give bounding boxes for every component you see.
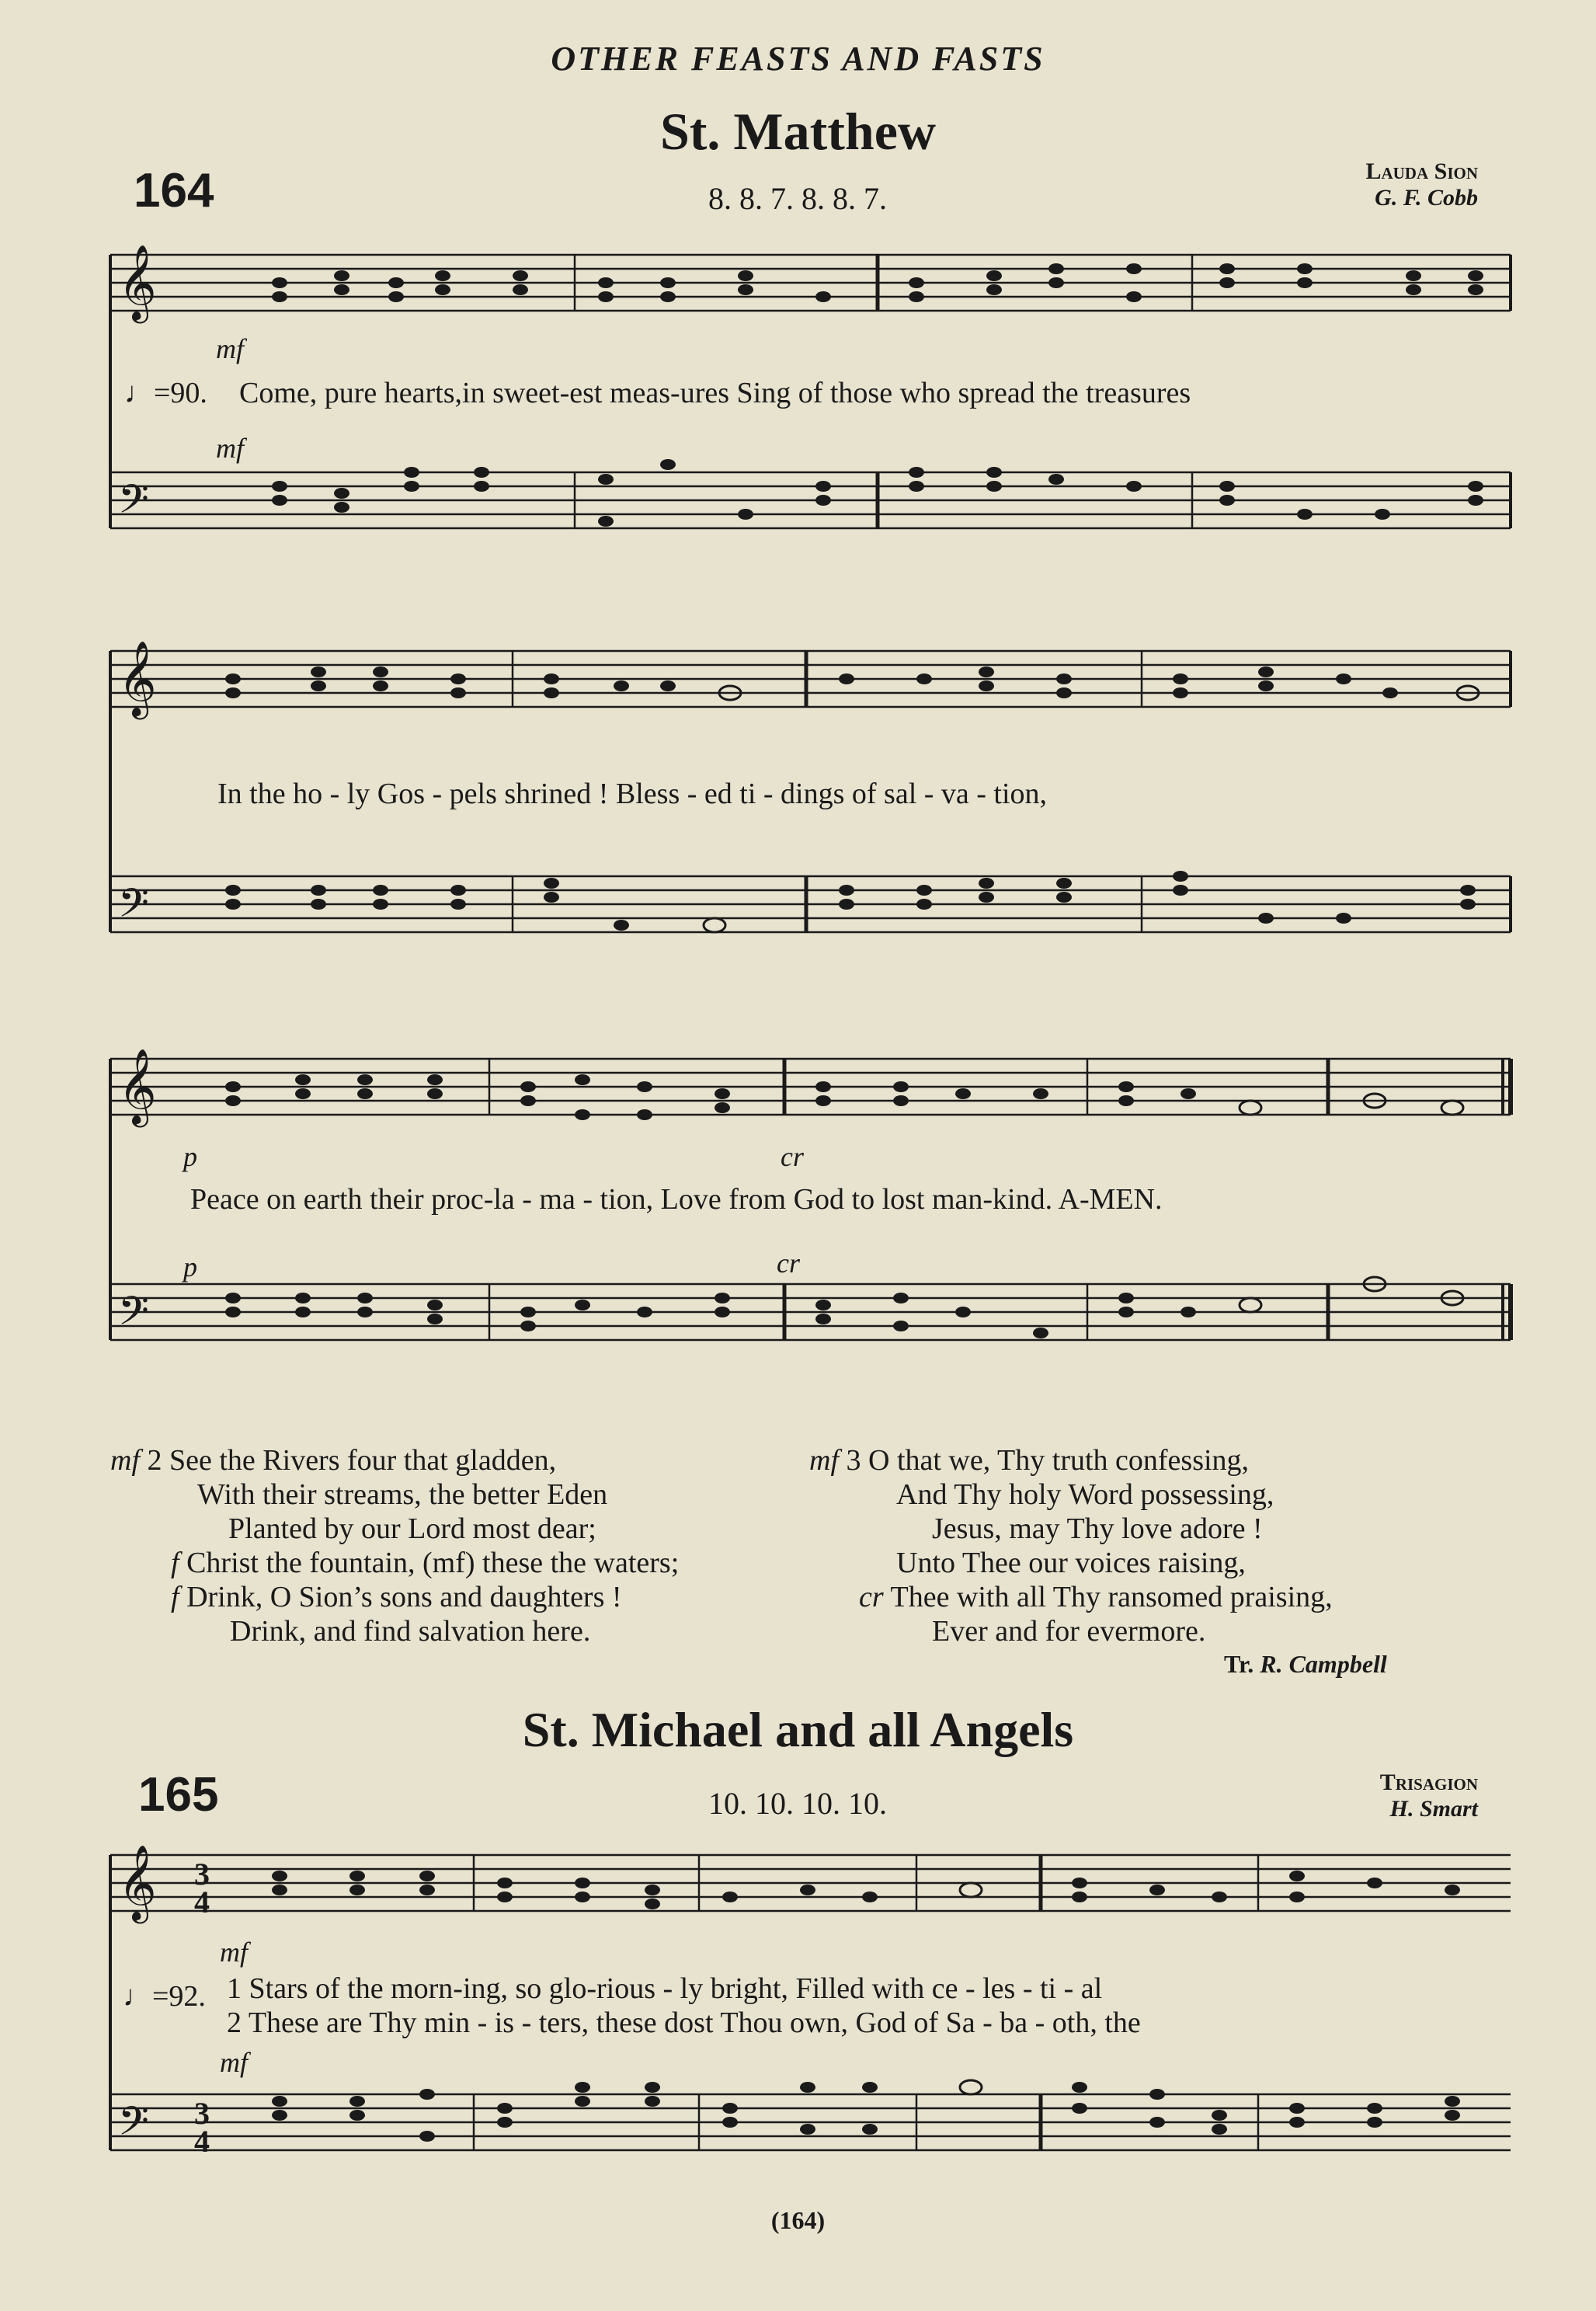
page-number: (164)	[770, 2206, 826, 2234]
svg-text:4: 4	[194, 2124, 210, 2159]
verse-line: With their streams, the better Eden	[197, 1478, 608, 1511]
hymn-164-lyrics-line-2: In the ho - ly Gos - pels shrined ! Bless - ed ti - dings of sal - va - tion,	[217, 778, 1048, 810]
verse-line: And Thy holy Word possessing,	[896, 1478, 1274, 1511]
svg-text:𝄢: 𝄢	[118, 2097, 149, 2154]
hymn-164-translator	[1224, 1650, 1387, 1679]
verse-line: Ever and for evermore.	[932, 1615, 1206, 1648]
hymn-164-verse-3	[809, 1443, 1333, 1648]
hymn-165-tune-info	[1380, 1770, 1478, 1822]
svg-text:𝄞: 𝄞	[118, 1844, 157, 1920]
section-header: OTHER FEASTS AND FASTS	[551, 40, 1045, 78]
translator-prefix: Tr.	[1224, 1650, 1254, 1678]
hymn-164-tune-info	[1365, 158, 1478, 211]
hymn-165-composer: H. Smart	[1389, 1796, 1478, 1822]
hymn-165-dynamic-mf-treble: mf	[220, 1937, 248, 1968]
hymn-164-dynamic-mf-treble: mf	[216, 333, 244, 364]
svg-text:3: 3	[194, 2096, 210, 2131]
verse-line: Unto Thee our voices raising,	[896, 1547, 1246, 1579]
hymn-164-dynamic-cr-treble: cr	[781, 1141, 804, 1172]
verse-2-dynamic-f: f	[171, 1581, 179, 1613]
hymn-164-tempo	[124, 376, 207, 410]
hymn-164-lyrics-line-1: Come, pure hearts,in sweet-est meas-ures Sing of those who spread the treasures	[239, 377, 1191, 409]
hymn-165-number: 165	[138, 1768, 219, 1822]
hymn-164-dynamic-mf-bass: mf	[216, 433, 244, 464]
verse-2-dynamic-mf: mf	[110, 1444, 140, 1477]
svg-text:3: 3	[194, 1857, 210, 1892]
hymn-164-number: 164	[134, 164, 214, 218]
hymn-164-title: St. Matthew	[659, 102, 937, 161]
hymn-165-dynamic-mf-bass: mf	[220, 2047, 248, 2078]
verse-line: Thee with all Thy ransomed praising,	[890, 1581, 1333, 1613]
verse-3-dynamic-cr: cr	[859, 1581, 884, 1613]
verse-line: Planted by our Lord most dear;	[228, 1512, 596, 1545]
svg-text:𝄢: 𝄢	[118, 475, 149, 532]
hymn-165-lyrics-verse-1: 1 Stars of the morn-ing, so glo-rious - ly bright, Filled with ce - les - ti - al	[227, 1972, 1103, 2005]
translator-name: R. Campbell	[1260, 1650, 1387, 1678]
hymn-165-meter: 10. 10. 10. 10.	[708, 1786, 887, 1821]
svg-text:𝄞: 𝄞	[118, 244, 157, 320]
hymn-164-verse-2	[110, 1443, 679, 1648]
quarter-note-icon: ♩	[124, 377, 154, 409]
hymn-165-tune-name: Trisagion	[1379, 1770, 1478, 1795]
hymn-164-lyrics-line-3: Peace on earth their proc-la - ma - tion, Love from God to lost man-kind. A-MEN.	[190, 1183, 1163, 1216]
verse-3-dynamic-mf: mf	[809, 1444, 839, 1477]
verse-line: Christ the fountain, (mf) these the waters;	[186, 1547, 680, 1579]
svg-text:𝄢: 𝄢	[118, 879, 149, 936]
quarter-note-icon: ♩	[123, 1980, 152, 2013]
verse-line: 3 O that we, Thy truth confessing,	[846, 1444, 1250, 1477]
svg-text:𝄞: 𝄞	[118, 640, 157, 716]
svg-text:𝄢: 𝄢	[118, 1287, 149, 1344]
svg-text:4: 4	[194, 1885, 210, 1919]
hymn-164-tempo-value: =90.	[154, 377, 207, 409]
hymn-165-tempo	[123, 1979, 206, 2013]
verse-line: 2 See the Rivers four that gladden,	[147, 1444, 557, 1477]
hymn-164-dynamic-cr-bass: cr	[777, 1248, 800, 1279]
verse-2-dynamic-f: f	[171, 1547, 179, 1579]
verse-line: Jesus, may Thy love adore !	[932, 1512, 1263, 1545]
hymn-164-composer: G. F. Cobb	[1375, 185, 1478, 211]
hymn-165-tempo-value: =92.	[152, 1980, 206, 2013]
hymn-165-title: St. Michael and all Angels	[522, 1702, 1074, 1757]
hymn-164-dynamic-p-bass: p	[183, 1251, 197, 1283]
hymn-164-dynamic-p-treble: p	[183, 1141, 197, 1172]
verse-line: Drink, and find salvation here.	[230, 1615, 591, 1648]
svg-text:𝄞: 𝄞	[118, 1048, 157, 1124]
verse-line: Drink, O Sion’s sons and daughters !	[186, 1581, 622, 1613]
hymn-164-meter: 8. 8. 7. 8. 8. 7.	[708, 181, 887, 216]
hymn-164-tune-name: Lauda Sion	[1365, 158, 1478, 184]
hymn-165-lyrics-verse-2: 2 These are Thy min - is - ters, these dost Thou own, God of Sa - ba - oth, the	[227, 2006, 1141, 2039]
